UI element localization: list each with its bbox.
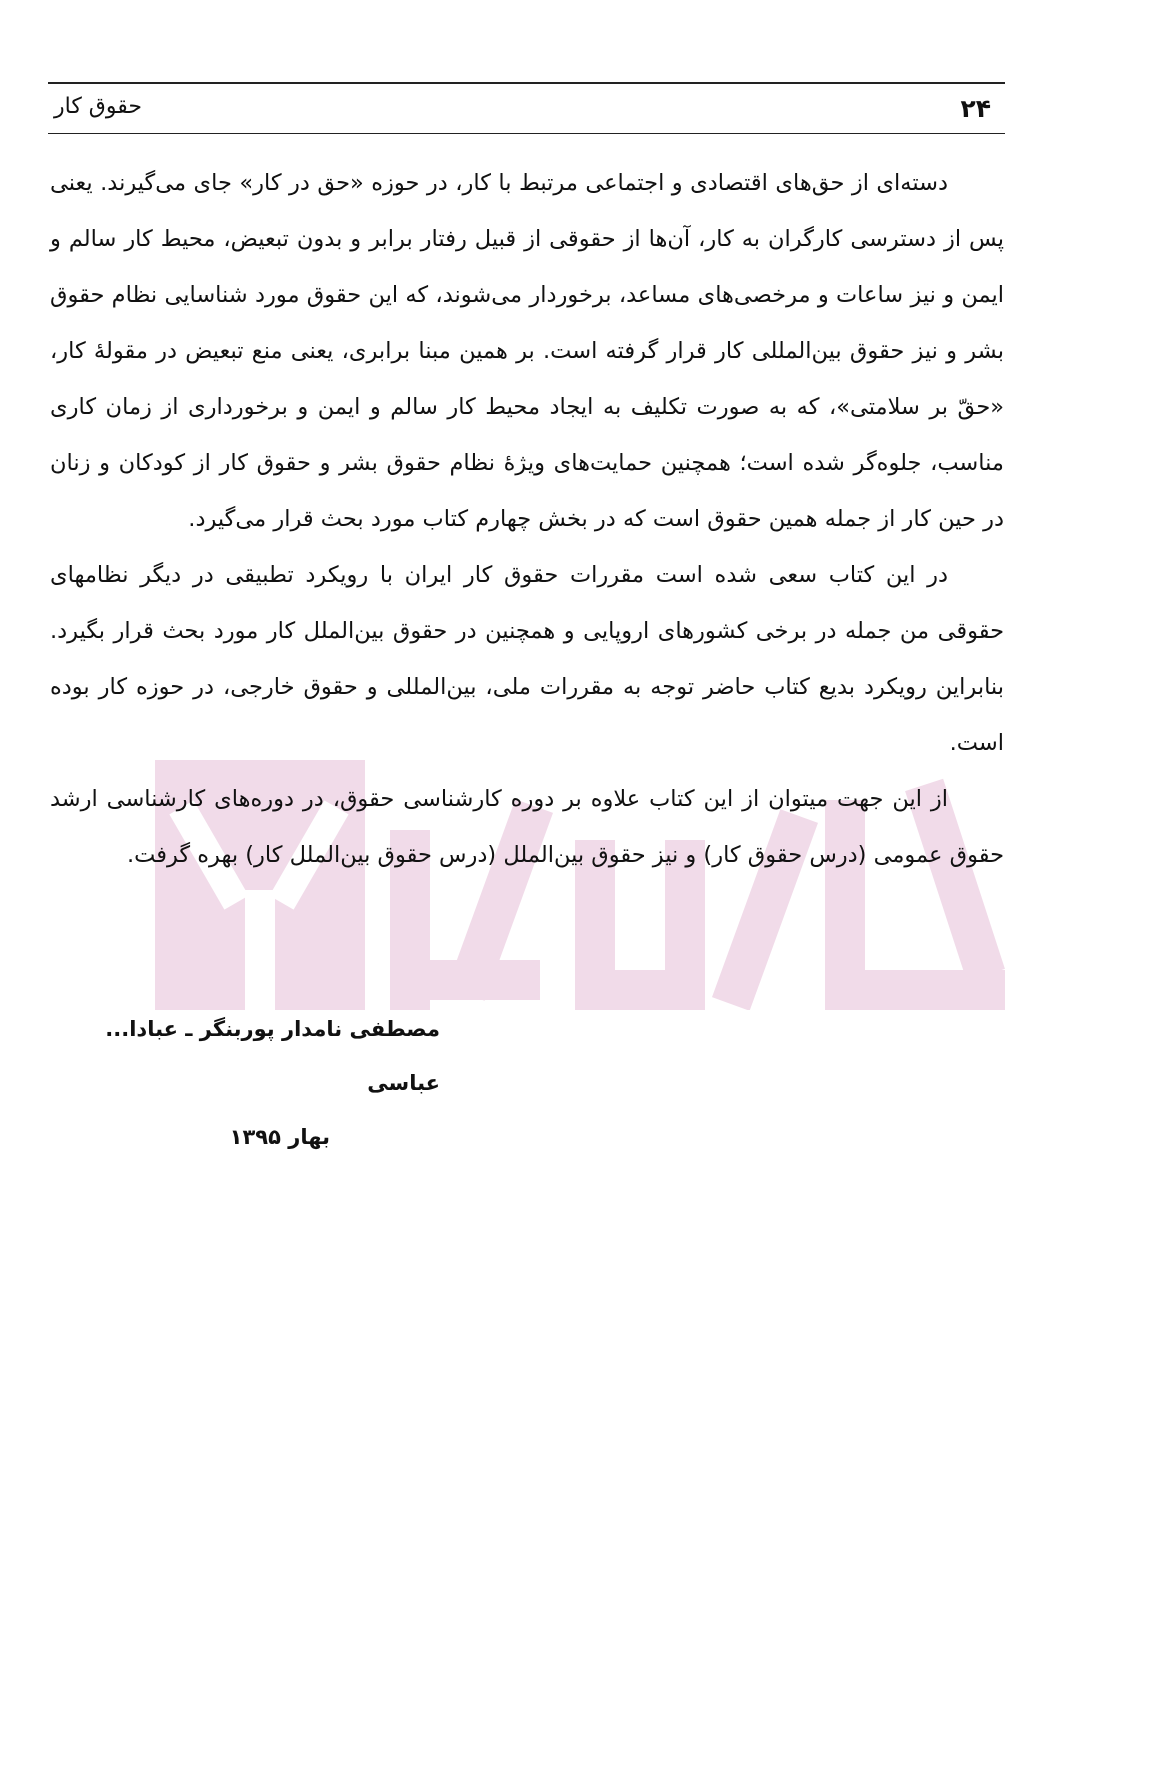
- signature-block: [60, 1002, 440, 1164]
- page-number: ۲۴: [960, 94, 991, 123]
- page-header: [48, 82, 1005, 134]
- body-text: [50, 155, 1004, 883]
- running-title: حقوق کار: [54, 94, 142, 119]
- author-names: مصطفی نامدار پوربنگر ـ عبادا... عباسی: [105, 1017, 440, 1095]
- paragraph: از این جهت میتوان از این کتاب علاوه بر دوره کارشناسی حقوق، در دوره‌های کارشناسی ارشد حقوق عمومی (درس حقوق کار) و نیز حقوق بین‌الملل (درس حقوق بین‌الملل کار) بهره گرفت.: [50, 786, 1004, 868]
- paragraph: دسته‌ای از حق‌های اقتصادی و اجتماعی مرتبط با کار، در حوزه «حق در کار» جای می‌گیرند. یعنی پس از دسترسی کارگران به کار، آن‌ها از حقوقی از قبیل رفتار برابر و بدون تبعیض، محیط کار سالم و ایمن و نیز ساعات و مرخصی‌های مساعد، برخوردار می‌شوند، که این حقوق مورد شناسایی نظام حقوق بشر و نیز حقوق بین‌المللی کار قرار گرفته است. بر همین مبنا برابری، یعنی منع تبعیض در مقولهٔ کار، «حقّ بر سلامتی»، که به صورت تکلیف به ایجاد محیط کار سالم و ایمن و برخورداری از زمان کاری مناسب، جلوه‌گر شده است؛ همچنین حمایت‌های ویژهٔ نظام حقوق بشر و حقوق کار از کودکان و زنان در حین کار از جمله همین حقوق است که در بخش چهارم کتاب مورد بحث قرار می‌گیرد.: [50, 170, 1004, 532]
- signature-date: بهار ۱۳۹۵: [229, 1125, 330, 1149]
- paragraph: در این کتاب سعی شده است مقررات حقوق کار ایران با رویکرد تطبیقی در دیگر نظامهای حقوقی من جمله در برخی کشورهای اروپایی و همچنین در حقوق بین‌الملل کار مورد بحث قرار بگیرد. بنابراین رویکرد بدیع کتاب حاضر توجه به مقررات ملی، بین‌المللی و حقوق خارجی، در حوزه کار بوده است.: [50, 562, 1004, 756]
